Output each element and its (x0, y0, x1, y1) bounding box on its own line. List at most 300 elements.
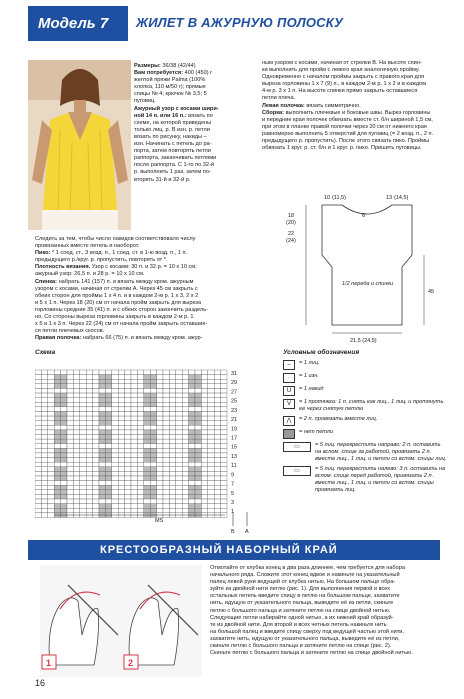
chart-cell (118, 407, 124, 412)
rapport-label: MS (155, 518, 164, 524)
dim-top: (14,5) (394, 195, 409, 201)
legend-text: = 1 накид (299, 386, 324, 392)
text-line: после раппорта. С 1-го по 32-й (134, 162, 215, 169)
chart-cell (208, 490, 214, 495)
chart-cell (54, 485, 60, 490)
chart-cell (131, 485, 137, 490)
chart-cell (137, 471, 143, 476)
chart-cell (182, 375, 188, 380)
chart-cell (35, 499, 41, 504)
text-line: остальных петель введите спицу в петлю на большом пальце, захватите (210, 593, 400, 600)
chart-cell (93, 485, 99, 490)
chart-cell (99, 435, 105, 440)
chart-cell (182, 435, 188, 440)
text-line: выреза горловины 1 х 7 (9) п., в каждом 2-м р. 1 х 2 и в каждом (262, 81, 427, 88)
chart-cell (137, 453, 143, 458)
chart-cell (182, 471, 188, 476)
chart-cell (131, 504, 137, 509)
chart-cell (150, 490, 156, 495)
chart-cell (201, 384, 207, 389)
chart-cell (131, 370, 137, 375)
chart-cell (80, 471, 86, 476)
chart-cell (195, 499, 201, 504)
chart-cell (208, 508, 214, 513)
chart-cell (137, 476, 143, 481)
chart-cell (105, 448, 111, 453)
chart-cell (131, 499, 137, 504)
chart-cell (131, 393, 137, 398)
chart-cell (163, 481, 169, 486)
chart-cell (176, 375, 182, 380)
chart-cell (150, 375, 156, 380)
chart-cell (35, 494, 41, 499)
chart-cell (201, 490, 207, 495)
chart-cell (201, 471, 207, 476)
chart-cell (125, 435, 131, 440)
chart-cell (214, 471, 220, 476)
chart-cell (54, 467, 60, 472)
chart-cell (73, 411, 79, 416)
chart-cell (125, 458, 131, 463)
chart-cell (48, 430, 54, 435)
chart-cell (131, 407, 137, 412)
chart-cell (131, 476, 137, 481)
chart-cell (137, 398, 143, 403)
chart-cell (176, 508, 182, 513)
text-line: 4-м р. 3 х 1 п. На высоте спинки прямо закрыть оставшиеся (262, 88, 418, 95)
chart-cell (221, 379, 227, 384)
chart-cell (35, 476, 41, 481)
chart-cell (112, 402, 118, 407)
chart-cell (67, 485, 73, 490)
chart-cell (48, 421, 54, 426)
chart-cell (157, 398, 163, 403)
row-number: 15 (231, 444, 238, 451)
chart-cell (163, 499, 169, 504)
chart-cell (137, 490, 143, 495)
chart-cell (157, 435, 163, 440)
row-number: 27 (231, 389, 238, 396)
chart-cell (144, 402, 150, 407)
chart-cell (48, 370, 54, 375)
chart-cell (131, 494, 137, 499)
chart-cell (189, 490, 195, 495)
chart-cell (35, 416, 41, 421)
chart-cell (144, 435, 150, 440)
chart-cell (73, 384, 79, 389)
chart-cell (86, 393, 92, 398)
chart-cell (118, 411, 124, 416)
chart-cell (208, 499, 214, 504)
chart-cell (201, 402, 207, 407)
chart-cell (195, 494, 201, 499)
chart-cell (169, 379, 175, 384)
chart-cell (195, 444, 201, 449)
chart-cell (157, 458, 163, 463)
chart-cell (67, 494, 73, 499)
chart-cell (214, 462, 220, 467)
chart-cell (105, 439, 111, 444)
chart-cell (41, 411, 47, 416)
chart-cell (86, 439, 92, 444)
chart-cell (80, 458, 86, 463)
chart-cell (214, 398, 220, 403)
chart-cell (86, 499, 92, 504)
chart-cell (54, 458, 60, 463)
chart-cell (176, 439, 182, 444)
chart-cell (105, 494, 111, 499)
legend-text: = 1 изн. (299, 373, 319, 379)
chart-cell (189, 504, 195, 509)
chart-cell (118, 481, 124, 486)
chart-cell (131, 467, 137, 472)
chart-cell (169, 467, 175, 472)
chart-cell (93, 398, 99, 403)
chart-cell (144, 467, 150, 472)
chart-cell (125, 467, 131, 472)
chart-cell (169, 375, 175, 380)
chart-cell (201, 375, 207, 380)
chart-cell (73, 370, 79, 375)
text-line: Следить за тем, чтобы число накидов соответствовало числу (35, 236, 196, 242)
chart-cell (189, 481, 195, 486)
chart-cell (201, 379, 207, 384)
chart-cell (150, 485, 156, 490)
chart-cell (195, 416, 201, 421)
chart-cell (73, 416, 79, 421)
chart-cell (208, 379, 214, 384)
chart-cell (157, 425, 163, 430)
chart-cell (86, 485, 92, 490)
chart-cell (99, 384, 105, 389)
text-line: и передние края полочек обвязать вместе ст. б/н шириной 1,5 см, (262, 116, 433, 123)
chart-cell (189, 467, 195, 472)
chart-cell (118, 508, 124, 513)
chart-cell (99, 471, 105, 476)
chart-cell (150, 402, 156, 407)
chart-cell (80, 499, 86, 504)
chart-cell (182, 485, 188, 490)
chart-cell (150, 379, 156, 384)
text-line: Отмотайте от клубка конец в два раза длиннее, чем требуется для набора (210, 565, 405, 571)
chart-cell (105, 370, 111, 375)
chart-cell (163, 467, 169, 472)
chart-cell (214, 458, 220, 463)
chart-cell (35, 448, 41, 453)
chart-cell (163, 384, 169, 389)
chart-cell (221, 407, 227, 412)
row-number: 25 (231, 398, 238, 405)
chart-cell (208, 435, 214, 440)
chart-cell (41, 370, 47, 375)
chart-cell (67, 448, 73, 453)
chart-cell (86, 458, 92, 463)
chart-cell (93, 384, 99, 389)
instructions-left (35, 236, 259, 342)
chart-cell (41, 504, 47, 509)
chart-cell (61, 388, 67, 393)
chart-cell (201, 407, 207, 412)
chart-cell (189, 471, 195, 476)
chart-cell (195, 421, 201, 426)
text-line: скиньте петлю с большого пальца и затяните петлю на спице (рис. 2). (210, 643, 392, 650)
chart-cell (99, 375, 105, 380)
row-number: 29 (231, 380, 238, 387)
chart-cell (195, 490, 201, 495)
chart-cell (144, 458, 150, 463)
chart-cell (189, 430, 195, 435)
chart-cell (150, 476, 156, 481)
legend-item (283, 466, 448, 494)
chart-cell (48, 508, 54, 513)
dim-top: 10 (324, 195, 331, 201)
chart-cell (221, 421, 227, 426)
chart-cell (189, 411, 195, 416)
legend-item (283, 373, 448, 383)
chart-cell (125, 430, 131, 435)
chart-cell (86, 435, 92, 440)
text-line: петлю с большого пальца и затяните петлю на спице двойной нитью. (210, 607, 391, 614)
chart-cell (144, 448, 150, 453)
chart-cell (118, 379, 124, 384)
chart-cell (93, 407, 99, 412)
chart-cell (169, 393, 175, 398)
chart-cell (169, 471, 175, 476)
chart-cell (125, 490, 131, 495)
chart-cell (176, 416, 182, 421)
chart-cell (157, 375, 163, 380)
chart-cell (157, 504, 163, 509)
chart-cell (86, 430, 92, 435)
chart-cell (73, 485, 79, 490)
chart-cell (112, 370, 118, 375)
text-line: и 5 х 1 п. Через 18 (20) см от начала пройм закрыть для выреза (35, 299, 202, 306)
chart-cell (105, 388, 111, 393)
chart-cell (137, 448, 143, 453)
chart-cell (176, 398, 182, 403)
chart-cell (169, 421, 175, 426)
chart-cell (137, 402, 143, 407)
chart-cell (61, 411, 67, 416)
chart-cell (150, 384, 156, 389)
chart-cell (41, 393, 47, 398)
chart-cell (105, 430, 111, 435)
dim-top: (11,5) (332, 195, 346, 201)
chart-cell (112, 494, 118, 499)
chart-cell (61, 370, 67, 375)
chart-cell (67, 402, 73, 407)
chart-cell (48, 481, 54, 486)
chart-cell (157, 444, 163, 449)
chart-cell (144, 481, 150, 486)
chart-cell (176, 370, 182, 375)
chart-cell (221, 444, 227, 449)
chart-cell (41, 402, 47, 407)
chart-cell (41, 471, 47, 476)
chart-cell (131, 425, 137, 430)
chart-cell (99, 402, 105, 407)
chart-cell (221, 471, 227, 476)
chart-cell (189, 435, 195, 440)
chart-cell (54, 435, 60, 440)
chart-cell (86, 490, 92, 495)
chart-cell (163, 435, 169, 440)
chart-cell (182, 448, 188, 453)
chart-cell (99, 453, 105, 458)
chart-cell (176, 490, 182, 495)
chart-cell (125, 444, 131, 449)
chart-cell (41, 458, 47, 463)
chart-cell (48, 494, 54, 499)
chart-cell (54, 453, 60, 458)
chart-cell (61, 476, 67, 481)
chart-cell (157, 393, 163, 398)
chart-cell (208, 425, 214, 430)
chart-cell (61, 398, 67, 403)
chart-cell (201, 504, 207, 509)
chart-cell (80, 494, 86, 499)
chart-cell (137, 508, 143, 513)
chart-cell (93, 448, 99, 453)
chart-cell (73, 421, 79, 426)
chart-cell (35, 388, 41, 393)
chart-cell (35, 490, 41, 495)
chart-cell (169, 476, 175, 481)
chart-cell (99, 467, 105, 472)
chart-cell (176, 421, 182, 426)
text-line: Одновременно с началом проймы закрыть с правого края для (262, 74, 425, 81)
chart-cell (41, 485, 47, 490)
chart-cell (131, 439, 137, 444)
chart-cell (93, 504, 99, 509)
chart-cell (125, 439, 131, 444)
chart-cell (48, 398, 54, 403)
chart-cell (118, 425, 124, 430)
chart-cell (221, 458, 227, 463)
chart-cell (182, 499, 188, 504)
text-line: петли плеча. (262, 95, 296, 102)
chart-cell (105, 490, 111, 495)
chart-cell (41, 398, 47, 403)
chart-cell (144, 462, 150, 467)
legend-item (283, 416, 448, 426)
chart-cell (201, 481, 207, 486)
chart-cell (182, 379, 188, 384)
chart-cell (93, 508, 99, 513)
chart-cell (48, 448, 54, 453)
chart-cell (189, 421, 195, 426)
text-line: равномерно выполнить 5 отверстий для пуговиц (= 2 возд. п., 2 п. (262, 130, 434, 137)
chart-cell (73, 471, 79, 476)
chart-cell (214, 411, 220, 416)
legend-symbol: – (283, 360, 295, 370)
chart-cell (61, 402, 67, 407)
chart-cell (157, 411, 163, 416)
chart-cell (80, 448, 86, 453)
chart-cell (54, 430, 60, 435)
chart-cell (73, 494, 79, 499)
chart-cell (208, 439, 214, 444)
chart-cell (35, 370, 41, 375)
chart-cell (48, 490, 54, 495)
chart-cell (54, 490, 60, 495)
chart-cell (105, 375, 111, 380)
chart-cell (105, 481, 111, 486)
chart-cell (48, 388, 54, 393)
chart-cell (131, 458, 137, 463)
chart-cell (61, 481, 67, 486)
row-number: 31 (231, 371, 238, 377)
chart-cell (221, 370, 227, 375)
chart-cell (182, 490, 188, 495)
chart-cell (73, 388, 79, 393)
chart-cell (201, 458, 207, 463)
chart-cell (131, 444, 137, 449)
chart-cell (118, 435, 124, 440)
chart-cell (208, 462, 214, 467)
row-number: 17 (231, 435, 238, 442)
chart-cell (176, 425, 182, 430)
chart-cell (105, 402, 111, 407)
chart-cell (105, 458, 111, 463)
chart-cell (105, 411, 111, 416)
chart-cell (144, 499, 150, 504)
chart-cell (118, 421, 124, 426)
chart-cell (137, 425, 143, 430)
chart-cell (157, 430, 163, 435)
step-number: 2 (128, 658, 134, 668)
chart-cell (93, 375, 99, 380)
chart-cell (131, 398, 137, 403)
chart-cell (201, 435, 207, 440)
chart-cell (35, 444, 41, 449)
chart-cell (99, 407, 105, 412)
chart-cell (105, 393, 111, 398)
chart-cell (99, 411, 105, 416)
chart-cell (125, 411, 131, 416)
legend-symbol: V (283, 399, 295, 409)
chart-cell (125, 504, 131, 509)
chart-cell (35, 384, 41, 389)
chart-cell (99, 398, 105, 403)
chart-cell (137, 370, 143, 375)
chart-cell (54, 439, 60, 444)
chart-cell (80, 439, 86, 444)
chart-cell (48, 476, 54, 481)
chart-cell (169, 448, 175, 453)
chart-cell (169, 481, 175, 486)
chart-cell (214, 481, 220, 486)
chart-cell (67, 379, 73, 384)
chart-cell (35, 421, 41, 426)
chart-cell (112, 435, 118, 440)
chart-cell (48, 467, 54, 472)
chart-cell (157, 388, 163, 393)
chart-cell (93, 467, 99, 472)
chart-cell (41, 421, 47, 426)
text-line: при этом в планке правой полочки через 20 см от нижнего края (262, 123, 427, 130)
chart-cell (195, 467, 201, 472)
chart-cell (54, 508, 60, 513)
chart-cell (61, 379, 67, 384)
chart-cell (99, 430, 105, 435)
chart-cell (125, 421, 131, 426)
chart-cell (105, 435, 111, 440)
chart-cell (214, 508, 220, 513)
chart-cell (86, 384, 92, 389)
instructions-right (262, 60, 442, 152)
chart-cell (169, 416, 175, 421)
